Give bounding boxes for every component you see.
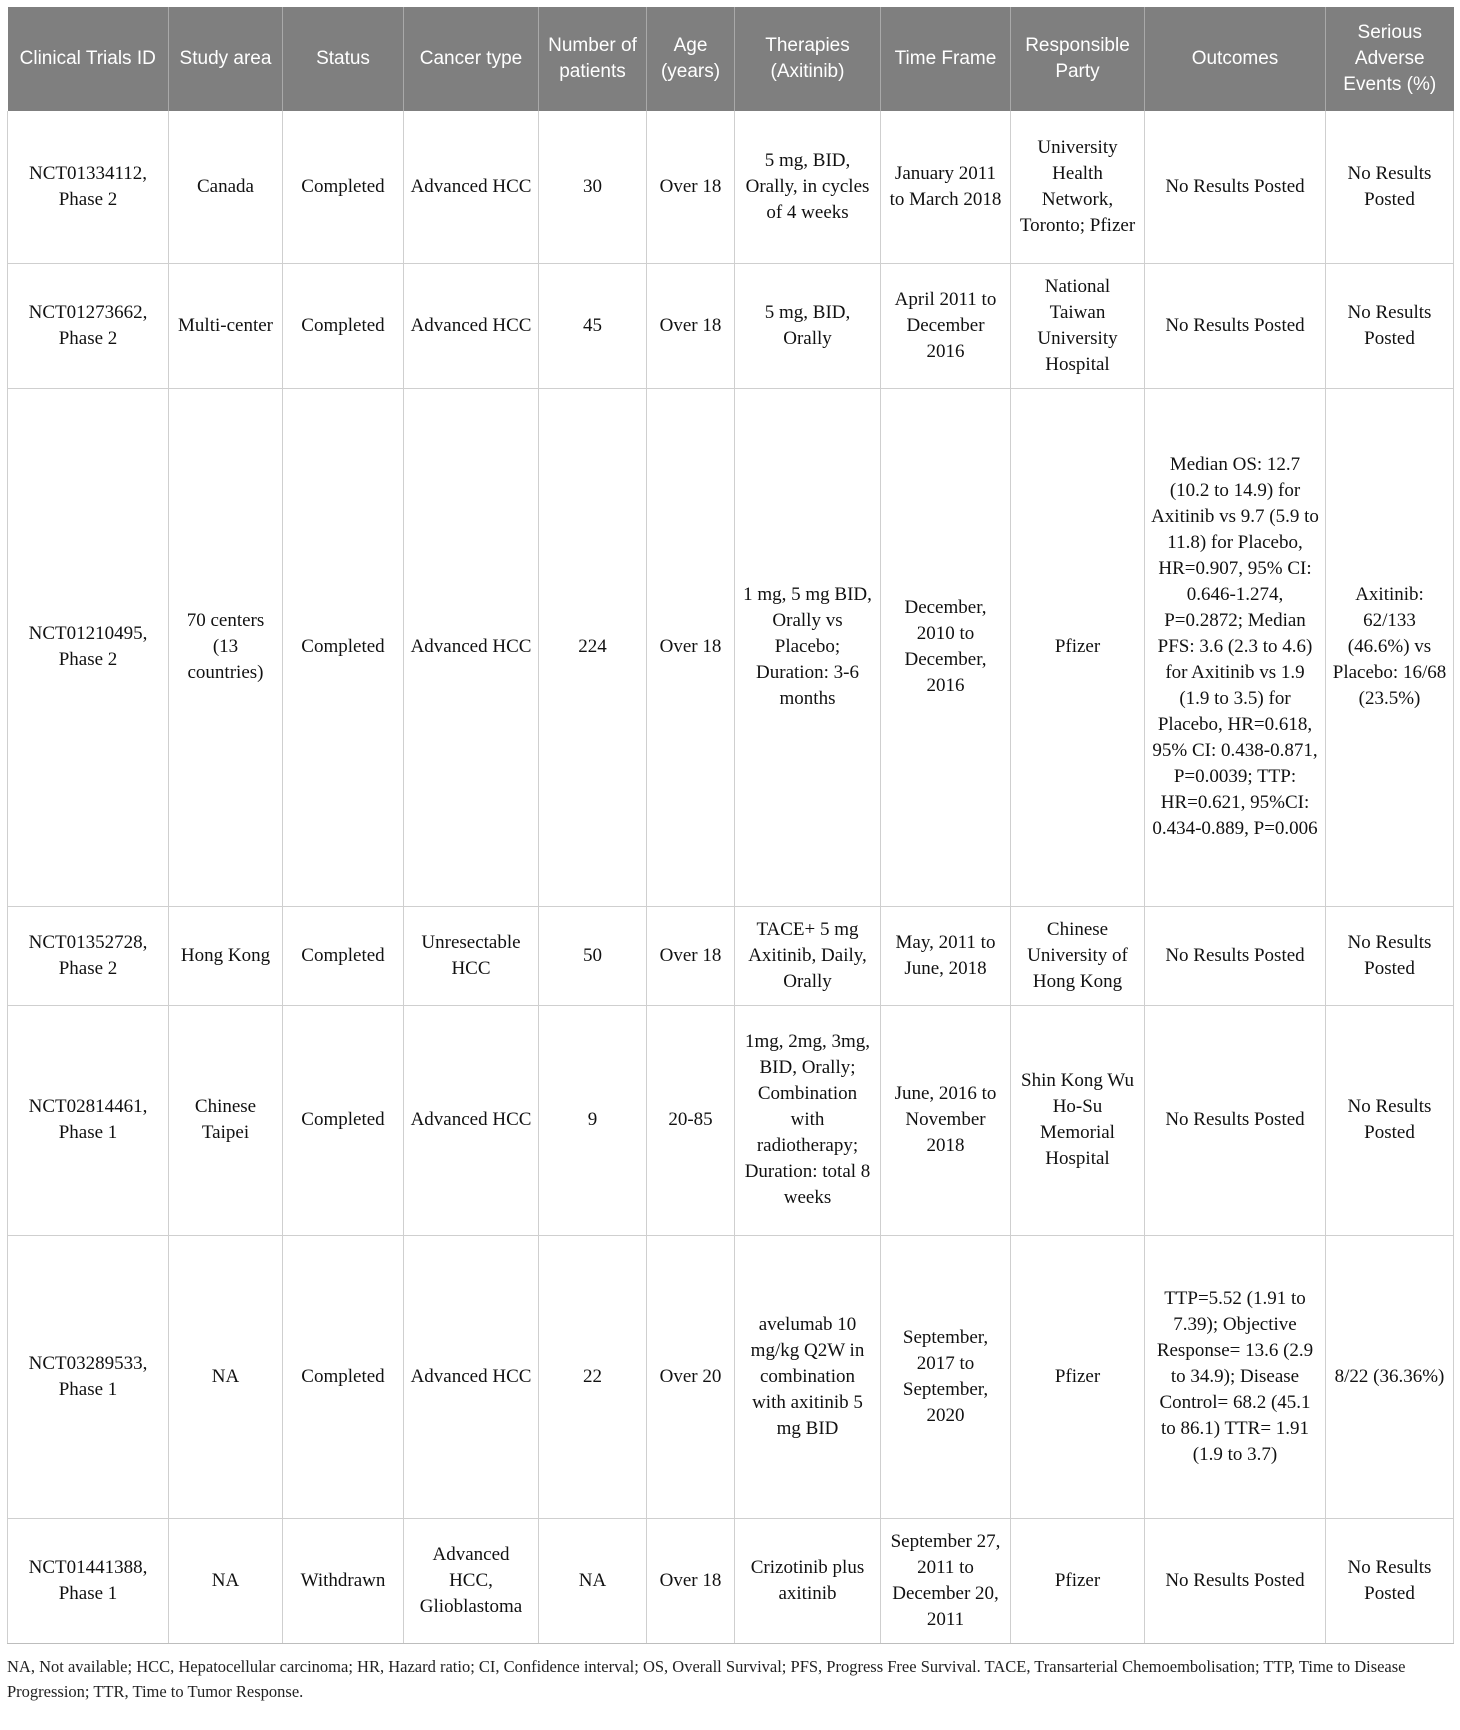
table-cell: Completed	[283, 1005, 404, 1235]
table-cell: No Results Posted	[1326, 263, 1454, 388]
table-row	[8, 388, 1454, 906]
table-row	[8, 1518, 1454, 1643]
table-cell: 224	[539, 388, 647, 906]
table-cell: TACE+ 5 mg Axitinib, Daily, Orally	[735, 906, 881, 1005]
table-cell: Pfizer	[1011, 1235, 1145, 1518]
header-cell: Serious Adverse Events (%)	[1326, 7, 1454, 111]
table-cell: No Results Posted	[1326, 1005, 1454, 1235]
table-cell: December, 2010 to December, 2016	[881, 388, 1011, 906]
table-cell: NA	[539, 1518, 647, 1643]
table-cell: No Results Posted	[1145, 111, 1326, 263]
table-cell: Completed	[283, 388, 404, 906]
table-row	[8, 263, 1454, 388]
table-cell: Median OS: 12.7 (10.2 to 14.9) for Axitinib vs 9.7 (5.9 to 11.8) for Placebo, HR=0.907, 95% CI: 0.646-1.274, P=0.2872; Median PFS: 3.6 (2.3 to 4.6) for Axitinib vs 1.9 (1.9 to 3.5) for Placebo, HR=0.618, 95% CI: 0.438-0.871, P=0.0039; TTP: HR=0.621, 95%CI: 0.434-0.889, P=0.006	[1145, 388, 1326, 906]
table-cell: Completed	[283, 263, 404, 388]
table-cell: Completed	[283, 906, 404, 1005]
table-cell: 22	[539, 1235, 647, 1518]
table-cell: Pfizer	[1011, 1518, 1145, 1643]
table-cell: Chinese University of Hong Kong	[1011, 906, 1145, 1005]
header-cell: Age (years)	[647, 7, 735, 111]
document	[7, 7, 1453, 1704]
table-cell: Over 18	[647, 111, 735, 263]
table-cell: 5 mg, BID, Orally	[735, 263, 881, 388]
table-cell: Shin Kong Wu Ho-Su Memorial Hospital	[1011, 1005, 1145, 1235]
table-cell: May, 2011 to June, 2018	[881, 906, 1011, 1005]
table-cell: Unresectable HCC	[404, 906, 539, 1005]
header-cell: Time Frame	[881, 7, 1011, 111]
table-cell: Advanced HCC	[404, 111, 539, 263]
table-cell: Chinese Taipei	[169, 1005, 283, 1235]
table-cell: Over 18	[647, 263, 735, 388]
table-cell: Withdrawn	[283, 1518, 404, 1643]
table-cell: No Results Posted	[1145, 1005, 1326, 1235]
table-cell: Completed	[283, 111, 404, 263]
table-cell: 9	[539, 1005, 647, 1235]
table-cell: 1mg, 2mg, 3mg, BID, Orally; Combination with radiotherapy; Duration: total 8 weeks	[735, 1005, 881, 1235]
table-cell: 70 centers (13 countries)	[169, 388, 283, 906]
header-cell: Clinical Trials ID	[8, 7, 169, 111]
table-cell: NA	[169, 1235, 283, 1518]
table-cell: No Results Posted	[1145, 1518, 1326, 1643]
table-cell: 20-85	[647, 1005, 735, 1235]
table-cell: Advanced HCC	[404, 1005, 539, 1235]
table-row	[8, 111, 1454, 263]
table-cell: Multi-center	[169, 263, 283, 388]
table-cell: NA	[169, 1518, 283, 1643]
table-cell: NCT01352728, Phase 2	[8, 906, 169, 1005]
table-cell: NCT01441388, Phase 1	[8, 1518, 169, 1643]
header-cell: Therapies (Axitinib)	[735, 7, 881, 111]
table-cell: NCT01273662, Phase 2	[8, 263, 169, 388]
table-cell: Over 20	[647, 1235, 735, 1518]
header-cell: Cancer type	[404, 7, 539, 111]
header-row	[8, 7, 1454, 111]
table-row	[8, 906, 1454, 1005]
table-row	[8, 1005, 1454, 1235]
table-cell: Advanced HCC	[404, 1235, 539, 1518]
table-cell: No Results Posted	[1326, 1518, 1454, 1643]
table-cell: Crizotinib plus axitinib	[735, 1518, 881, 1643]
table-cell: Advanced HCC	[404, 263, 539, 388]
table-cell: 1 mg, 5 mg BID, Orally vs Placebo; Duration: 3-6 months	[735, 388, 881, 906]
table-cell: National Taiwan University Hospital	[1011, 263, 1145, 388]
table-cell: 50	[539, 906, 647, 1005]
table-cell: NCT01334112, Phase 2	[8, 111, 169, 263]
table-cell: avelumab 10 mg/kg Q2W in combination with axitinib 5 mg BID	[735, 1235, 881, 1518]
clinical-trials-table	[7, 7, 1454, 1644]
header-cell: Responsible Party	[1011, 7, 1145, 111]
table-cell: 45	[539, 263, 647, 388]
table-cell: NCT01210495, Phase 2	[8, 388, 169, 906]
table-cell: 8/22 (36.36%)	[1326, 1235, 1454, 1518]
header-cell: Outcomes	[1145, 7, 1326, 111]
table-cell: NCT02814461, Phase 1	[8, 1005, 169, 1235]
table-cell: June, 2016 to November 2018	[881, 1005, 1011, 1235]
table-cell: Over 18	[647, 388, 735, 906]
table-cell: Over 18	[647, 906, 735, 1005]
table-cell: Pfizer	[1011, 388, 1145, 906]
table-cell: September, 2017 to September, 2020	[881, 1235, 1011, 1518]
table-cell: Hong Kong	[169, 906, 283, 1005]
table-cell: April 2011 to December 2016	[881, 263, 1011, 388]
table-cell: Over 18	[647, 1518, 735, 1643]
table-cell: September 27, 2011 to December 20, 2011	[881, 1518, 1011, 1643]
table-cell: No Results Posted	[1145, 906, 1326, 1005]
table-cell: Completed	[283, 1235, 404, 1518]
header-cell: Status	[283, 7, 404, 111]
table-cell: No Results Posted	[1145, 263, 1326, 388]
table-cell: Advanced HCC, Glioblastoma	[404, 1518, 539, 1643]
table-cell: January 2011 to March 2018	[881, 111, 1011, 263]
table-footnote: NA, Not available; HCC, Hepatocellular carcinoma; HR, Hazard ratio; CI, Confidence interval; OS, Overall Survival; PFS, Progress Free Survival. TACE, Transarterial Chemoembolisation; TTP, Time to Disease Progression; TTR, Time to Tumor Response.	[7, 1656, 1406, 1701]
header-cell: Study area	[169, 7, 283, 111]
table-cell: 30	[539, 111, 647, 263]
table-cell: Canada	[169, 111, 283, 263]
table-row	[8, 1235, 1454, 1518]
table-cell: Advanced HCC	[404, 388, 539, 906]
header-cell: Number of patients	[539, 7, 647, 111]
table-cell: 5 mg, BID, Orally, in cycles of 4 weeks	[735, 111, 881, 263]
table-cell: No Results Posted	[1326, 906, 1454, 1005]
table-cell: NCT03289533, Phase 1	[8, 1235, 169, 1518]
table-cell: No Results Posted	[1326, 111, 1454, 263]
table-cell: University Health Network, Toronto; Pfizer	[1011, 111, 1145, 263]
table-cell: Axitinib: 62/133 (46.6%) vs Placebo: 16/68 (23.5%)	[1326, 388, 1454, 906]
table-cell: TTP=5.52 (1.91 to 7.39); Objective Response= 13.6 (2.9 to 34.9); Disease Control= 68.2 (45.1 to 86.1) TTR= 1.91 (1.9 to 3.7)	[1145, 1235, 1326, 1518]
